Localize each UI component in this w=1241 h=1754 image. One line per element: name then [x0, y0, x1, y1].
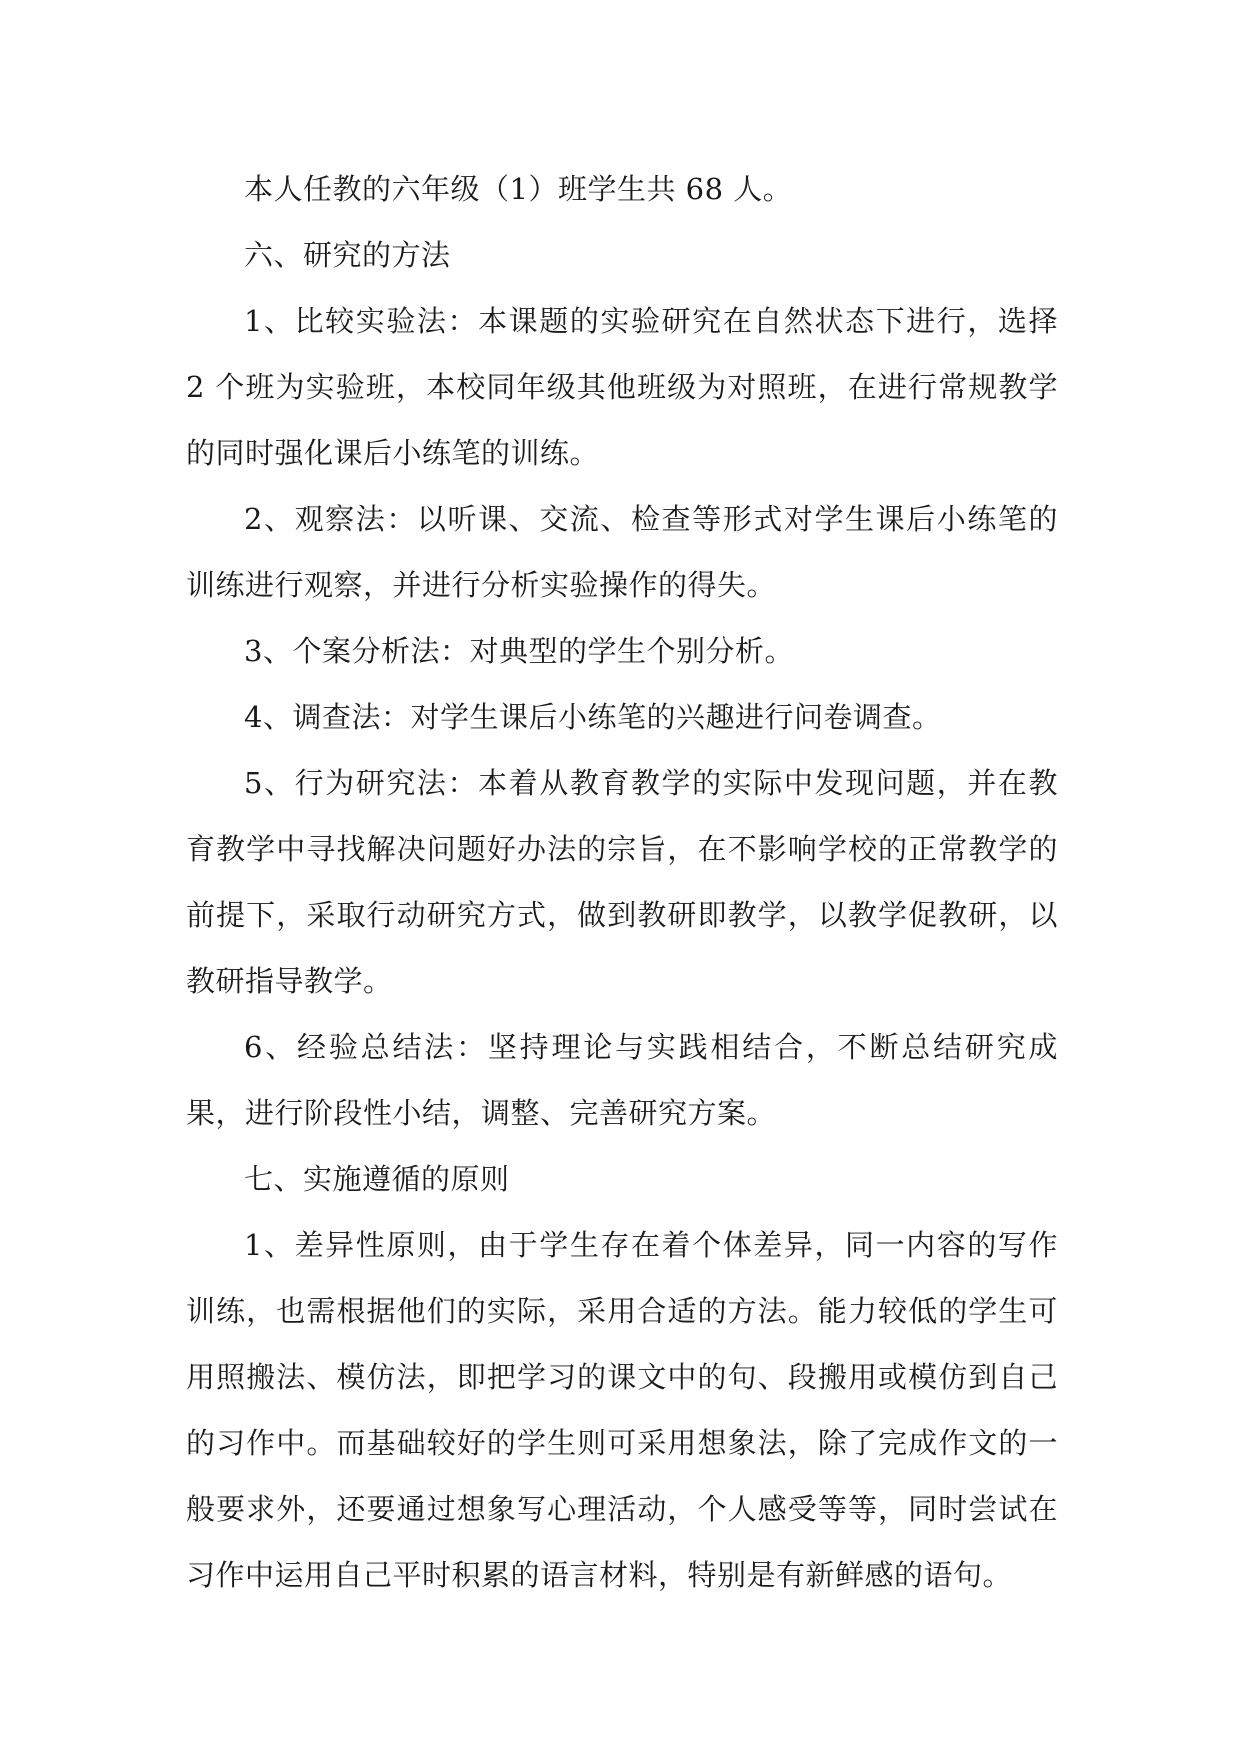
paragraph-method-comparative-experiment: 1、比较实验法：本课题的实验研究在自然状态下进行，选择 2 个班为实验班，本校同年级其他班级为对照班，在进行常规教学的同时强化课后小练笔的训练。 — [186, 304, 1058, 470]
paragraph-method-experience-summary: 6、经验总结法：坚持理论与实践相结合，不断总结研究成果，进行阶段性小结，调整、完善研究方案。 — [186, 1030, 1058, 1130]
document-body — [186, 156, 1058, 1608]
paragraph-method-action-research: 5、行为研究法：本着从教育教学的实际中发现问题，并在教育教学中寻找解决问题好办法的宗旨，在不影响学校的正常教学的前提下，采取行动研究方式，做到教研即教学，以教学促教研，以教研指导教学。 — [186, 766, 1058, 998]
section-heading-research-methods: 六、研究的方法 — [244, 238, 451, 272]
paragraph-method-observation: 2、观察法：以听课、交流、检查等形式对学生课后小练笔的训练进行观察，并进行分析实验操作的得失。 — [186, 502, 1058, 602]
paragraph-class-size: 本人任教的六年级（1）班学生共 68 人。 — [244, 172, 793, 206]
section-heading-principles: 七、实施遵循的原则 — [244, 1162, 510, 1196]
paragraph-method-survey: 4、调查法：对学生课后小练笔的兴趣进行问卷调查。 — [244, 700, 942, 734]
paragraph-method-case-analysis: 3、个案分析法：对典型的学生个别分析。 — [244, 634, 794, 668]
paragraph-principle-differentiation: 1、差异性原则，由于学生存在着个体差异，同一内容的写作训练，也需根据他们的实际，采用合适的方法。能力较低的学生可用照搬法、模仿法，即把学习的课文中的句、段搬用或模仿到自己的习作中。而基础较好的学生则可采用想象法，除了完成作文的一般要求外，还要通过想象写心理活动，个人感受等等，同时尝试在习作中运用自己平时积累的语言材料，特别是有新鲜感的语句。 — [186, 1228, 1058, 1592]
